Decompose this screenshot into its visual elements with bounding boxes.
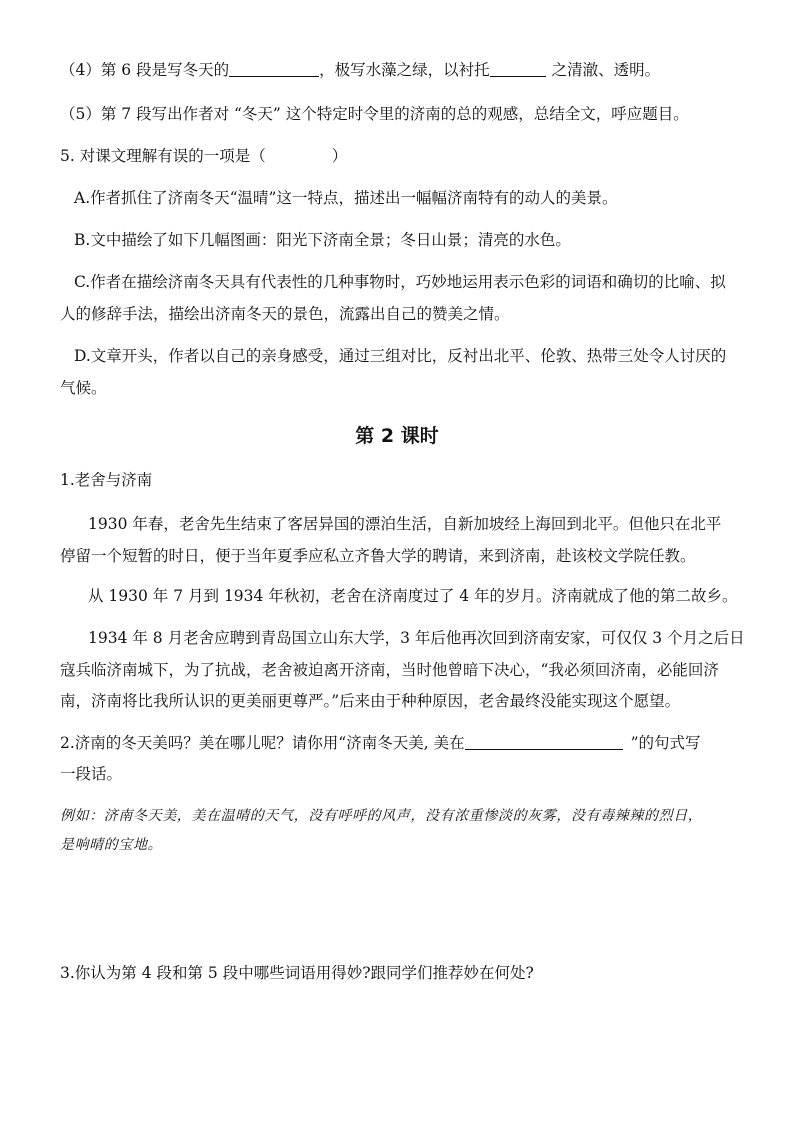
section-2-prompt-line-2: 一段话。 (60, 765, 123, 783)
option-d-line-2: 气候。 (60, 379, 107, 397)
item-4-text-end: 之清澈、透明。 (551, 61, 661, 79)
option-c-line-2: 人的修辞手法，描绘出济南冬天的景色，流露出自己的赞美之情。 (60, 305, 510, 323)
question-5-stem (60, 146, 347, 166)
option-a: A.作者抓住了济南冬天“温晴”这一特点，描述出一幅幅济南特有的动人的美景。 (74, 189, 618, 207)
question-5-paren: ） (331, 147, 348, 165)
answer-blank[interactable] (465, 733, 623, 750)
option-b: B.文中描绘了如下几幅图画：阳光下济南全景；冬日山景；清亮的水色。 (74, 231, 571, 249)
option-c-line-1: C.作者在描绘济南冬天具有代表性的几种事物时，巧妙地运用表示色彩的词语和确切的比喻、拟 (74, 273, 726, 291)
paragraph-2: 从 1930 年 7 月到 1934 年秋初，老舍在济南度过了 4 年的岁月。济南就成了他的第二故乡。 (88, 587, 738, 605)
answer-blank[interactable] (490, 60, 546, 77)
answer-blank[interactable] (229, 60, 319, 77)
paragraph-3-line-1: 1934 年 8 月老舍应聘到青岛国立山东大学，3 年后他再次回到济南安家，可仅仅 3 个月之后日 (88, 629, 745, 647)
question-5-stem-text: 5. 对课文理解有误的一项是（ (60, 147, 266, 165)
section-1-heading: 1.老舍与济南 (60, 471, 153, 489)
item-4-text-start: （4）第 6 段是写冬天的 (60, 61, 230, 79)
paragraph-1-line-2: 停留一个短暂的时日，便于当年夏季应私立齐鲁大学的聘请，来到济南，赴该校文学院任教。 (60, 547, 696, 565)
item-4-text-middle: ，极写水藻之绿，以衬托 (319, 61, 490, 79)
paragraph-3-line-3: 南，济南将比我所认识的更美丽更尊严。”后来由于种种原因，老舍最终没能实现这个愿望。 (60, 692, 681, 710)
option-d-line-1: D.文章开头，作者以自己的亲身感受，通过三组对比，反衬出北平、伦敦、热带三处令人讨厌的 (74, 347, 727, 365)
example-line-1: 例如：济南冬天美，美在温晴的天气，没有呼呼的风声，没有浓重惨淡的灰雾，没有毒辣辣的烈日， (60, 808, 703, 824)
section-3-prompt: 3.你认为第 4 段和第 5 段中哪些词语用得妙?跟同学们推荐妙在何处? (60, 964, 534, 982)
section-title: 第 2 课时 (355, 425, 439, 447)
section-2-prompt (60, 733, 701, 753)
item-5: （5）第 7 段写出作者对 “冬天” 这个特定时令里的济南的总的观感，总结全文，呼应题目。 (60, 105, 689, 123)
paragraph-3-line-2: 寇兵临济南城下，为了抗战，老舍被迫离开济南，当时他曾暗下决心，“我必须回济南，必能回济 (60, 661, 719, 679)
paragraph-1-line-1: 1930 年春，老舍先生结束了客居异国的漂泊生活，自新加坡经上海回到北平。但他只在北平 (88, 515, 722, 533)
example-line-2: 是响晴的宝地。 (60, 837, 163, 853)
item-4 (60, 60, 660, 80)
section-2-prompt-text: 2.济南的冬天美吗？美在哪儿呢？请你用“济南冬天美, 美在 (60, 734, 465, 752)
section-2-prompt-end: ”的句式写 (630, 734, 701, 752)
